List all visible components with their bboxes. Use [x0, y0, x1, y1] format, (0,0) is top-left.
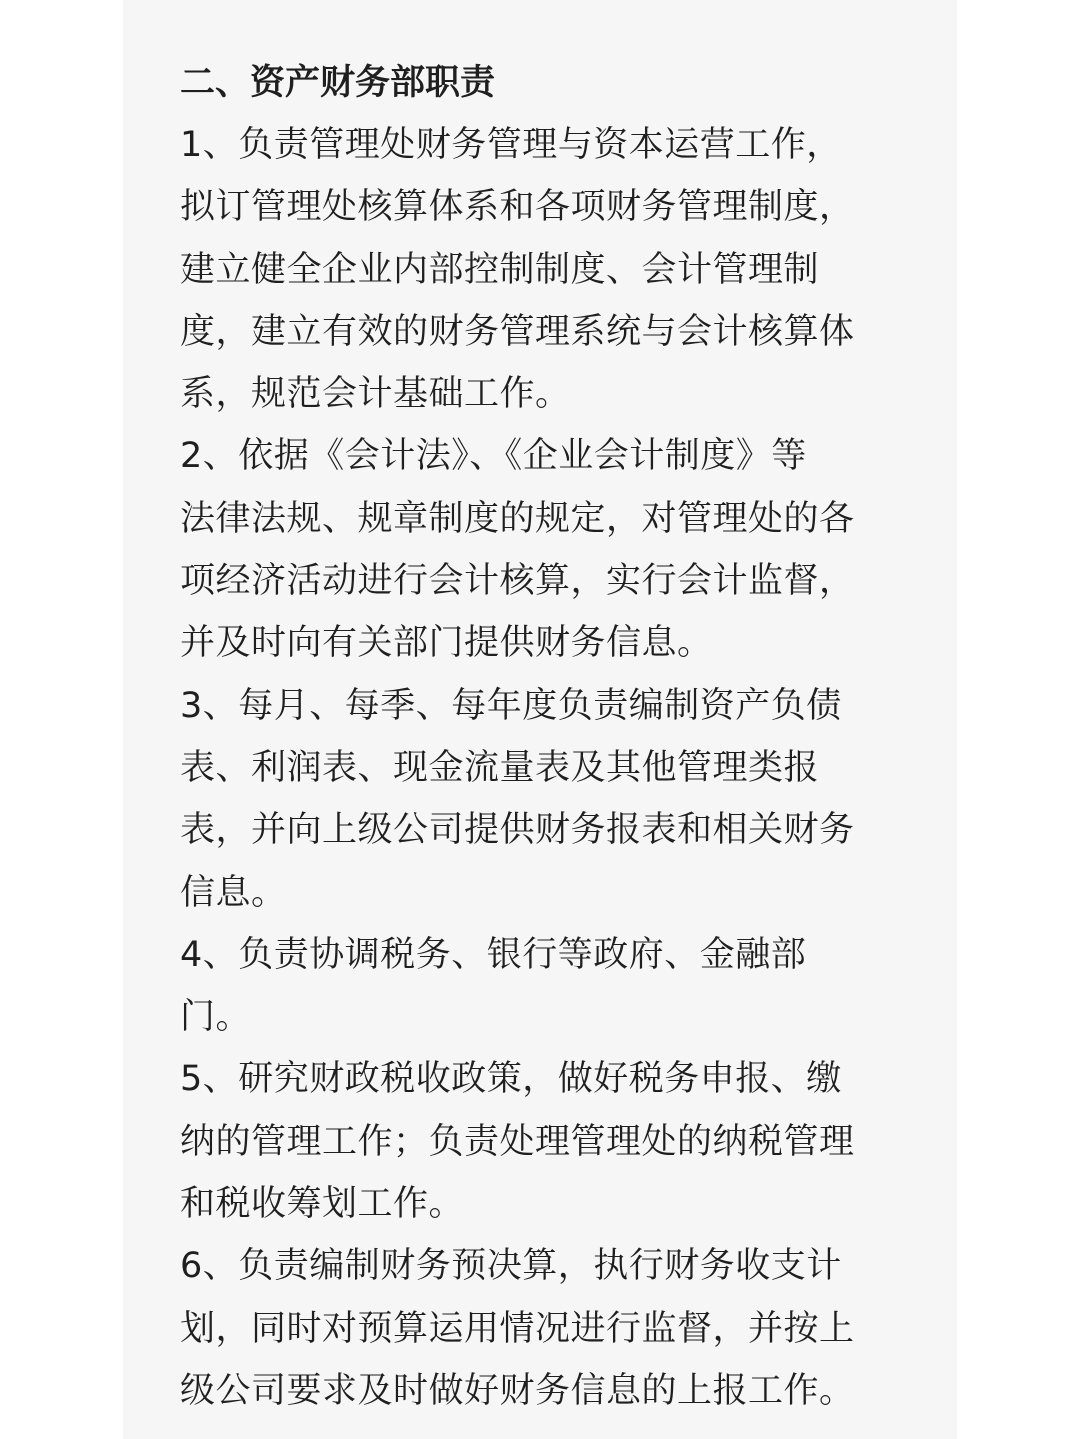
paragraph-line: 2、依据《会计法》、《企业会计制度》等 [180, 436, 807, 477]
paragraph-line: 4、负责协调税务、银行等政府、金融部 [180, 934, 807, 975]
section-title: 二、资产财务部职责 [180, 63, 496, 103]
paragraph-line: 度，建立有效的财务管理系统与会计核算体 [180, 311, 855, 352]
document-content [180, 52, 900, 1422]
paragraph-line: 并及时向有关部门提供财务信息。 [180, 623, 713, 664]
paragraph-line: 6、负责编制财务预决算，执行财务收支计 [180, 1246, 842, 1287]
paragraph-line: 建立健全企业内部控制制度、会计管理制 [180, 249, 820, 290]
paragraph-1 [180, 114, 900, 425]
paragraph-3 [180, 675, 900, 924]
paragraph-line: 表，并向上级公司提供财务报表和相关财务 [180, 810, 855, 851]
paragraph-line: 系，规范会计基础工作。 [180, 374, 571, 415]
paragraph-4 [180, 924, 900, 1049]
paragraph-line: 5、研究财政税收政策，做好税务申报、缴 [180, 1059, 842, 1100]
paragraph-line: 法律法规、规章制度的规定，对管理处的各 [180, 498, 855, 539]
paragraph-5 [180, 1048, 900, 1235]
paragraph-line: 项经济活动进行会计核算，实行会计监督， [180, 561, 855, 602]
paragraph-line: 和税收筹划工作。 [180, 1184, 465, 1225]
paragraph-line: 级公司要求及时做好财务信息的上报工作。 [180, 1370, 855, 1411]
paragraph-2 [180, 425, 900, 674]
paragraph-line: 1、负责管理处财务管理与资本运营工作， [180, 125, 842, 165]
paragraph-line: 3、每月、每季、每年度负责编制资产负债 [180, 685, 842, 726]
paragraph-line: 纳的管理工作；负责处理管理处的纳税管理 [180, 1121, 855, 1162]
paragraph-line: 划，同时对预算运用情况进行监督，并按上 [180, 1308, 855, 1349]
paragraph-line: 信息。 [180, 872, 287, 913]
paragraph-line: 门。 [180, 997, 252, 1038]
paragraph-6 [180, 1235, 900, 1422]
paragraph-line: 拟订管理处核算体系和各项财务管理制度， [180, 187, 855, 228]
paragraph-line: 表、利润表、现金流量表及其他管理类报 [180, 747, 820, 788]
